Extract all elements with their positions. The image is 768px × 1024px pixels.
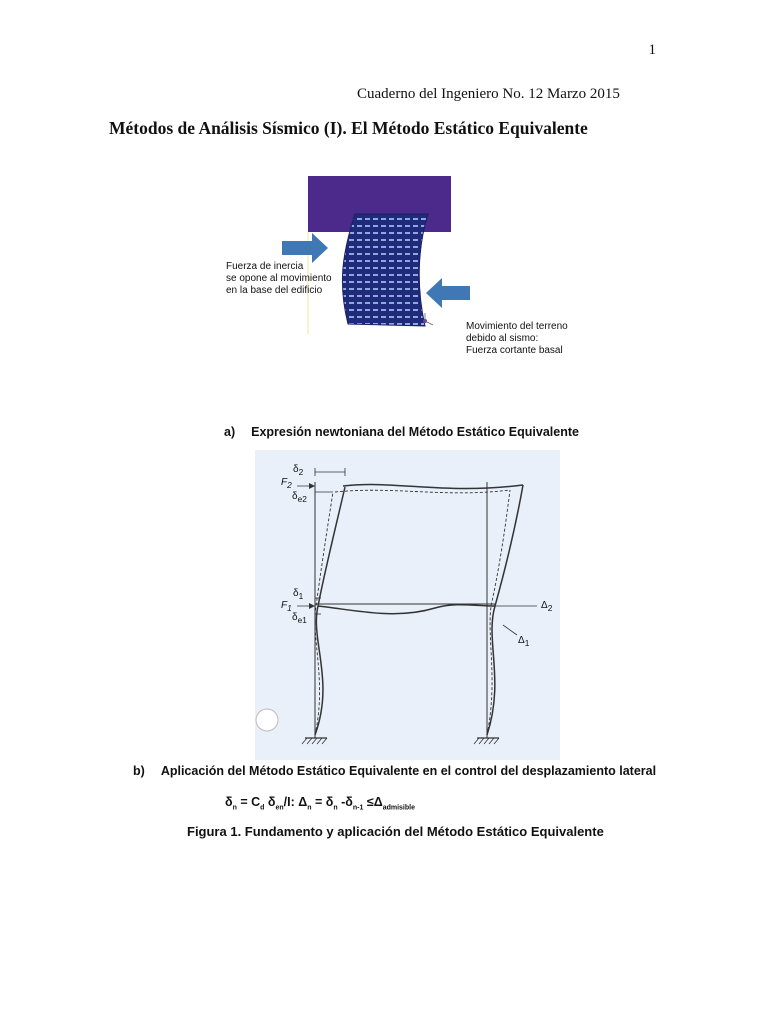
caption-a-text: Expresión newtoniana del Método Estático Equivalente [251,425,579,439]
label-delta-e1: δ [292,612,298,623]
inertia-label-line: en la base del edificio [226,285,323,296]
ground-label-line: Movimiento del terreno [466,321,568,332]
inertia-arrow [282,233,328,263]
label-delta-e2: δ [292,491,298,502]
label-f1: F [281,600,288,611]
label-delta-2: δ [293,464,299,475]
ground-label-line: debido al sismo: [466,333,539,344]
portal-frame-figure: $\delta_2$ $F_2$ $\delta_{e2}$ $\delta_1$ $F_1$ $\delta_{e1}$ $\Delta_2$ $\Delta_1$ [255,450,560,760]
header-line: Cuaderno del Ingeniero No. 12 Marzo 2015 [357,86,620,102]
label-drift-2: Δ [541,600,548,611]
caption-a-tag: a) [224,425,236,439]
ground-motion-arrow [426,278,470,308]
figure-caption: Figura 1. Fundamento y aplicación del Método Estático Equivalente [187,824,604,839]
page-number: 1 [648,42,656,58]
curved-building [342,214,428,326]
caption-b-tag: b) [133,764,145,778]
label-delta-1: δ [293,588,299,599]
label-f2: F [281,477,288,488]
caption-b-text: Aplicación del Método Estático Equivalente en el control del desplazamiento lateral [160,764,657,778]
ground-label-line: Fuerza cortante basal [466,345,563,356]
inertia-label-line: se opone al movimiento [226,273,332,284]
seismic-building-figure [220,174,580,374]
label-drift-1: Δ [518,635,525,646]
caption-b [133,764,656,778]
inertia-label-line: Fuerza de inercia [226,261,304,272]
document-title: Métodos de Análisis Sísmico (I). El Método Estático Equivalente [109,118,588,138]
caption-a [224,425,579,439]
drift-formula: $\delta_n = C_d$ $\delta_{en}/I$: $\Delta_n = \delta_n$ $-\delta_{n-1} \le\Delta_{admisible}$ [225,795,415,812]
